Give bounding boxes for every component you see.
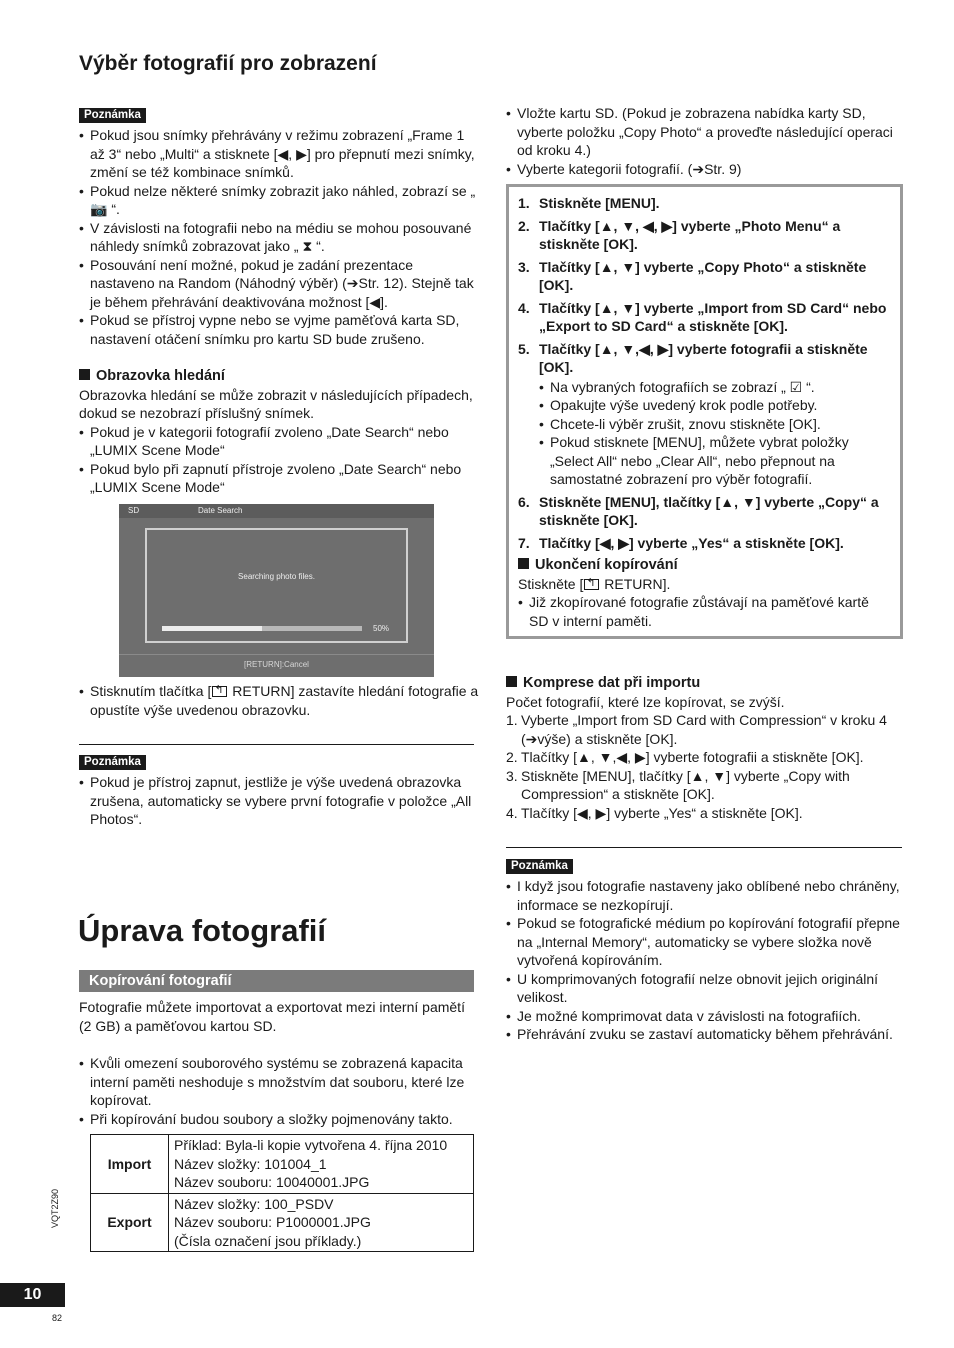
- step-item: 5. Tlačítky [▲, ▼,◀, ▶] vyberte fotografii a stiskněte [OK]. • Na vybraných fotografiích se zobrazí „ ☑ “. • Opakujte výše uvedený krok podle potřeby. • Chcete-li výběr zrušit, znovu stiskněte [OK]. • Pokud stisknete [MENU], můžete vybrat položky „Select All“ nebo „Clear All“, nebo přepnout na samostatné zobrazení pro výběr fotografií.: [518, 340, 891, 489]
- search-heading: Obrazovka hledání: [79, 367, 479, 386]
- progress-bar: [162, 626, 362, 631]
- list-item: • Stisknutím tlačítka [↰ RETURN] zastavíte hledání fotografie a opustíte výše uvedenou obrazovku.: [79, 682, 479, 719]
- step-item: 2. Tlačítky [▲, ▼, ◀, ▶] vyberte „Photo Menu“ a stiskněte [OK].: [518, 217, 841, 252]
- copy-prereq: [506, 104, 898, 178]
- step-item: 6. Stiskněte [MENU], tlačítky [▲, ▼] vyberte „Copy“ a stiskněte [OK].: [518, 493, 879, 528]
- search-screen-section: [79, 367, 479, 497]
- list-item: • Při kopírování budou soubory a složky pojmenovány takto.: [79, 1110, 479, 1129]
- list-item: • Vyberte kategorii fotografií. (➔Str. 9): [506, 160, 898, 179]
- table-key: Export: [91, 1193, 169, 1252]
- section-title-edit-photos: Úprava fotografií: [78, 913, 327, 948]
- progress-fill: [162, 626, 262, 631]
- compression-intro: Počet fotografií, které lze kopírovat, se zvýší.: [506, 693, 785, 710]
- screen-footer: [RETURN]:Cancel: [244, 660, 309, 669]
- list-item: • Kvůli omezení souborového systému se zobrazená kapacita interní paměti neshoduje s množstvím dat souboru, které lze kopírovat.: [79, 1054, 479, 1110]
- note-1-list: [79, 126, 479, 348]
- list-item: • Posouvání není možné, pokud je zadání prezentace nastaveno na Random (Náhodný výběr) (➔Str. 12). Stejně tak je během přehrávání deaktivována možnost [◀].: [79, 256, 479, 312]
- table-value: Název složky: 100_PSDV Název souboru: P1000001.JPG (Čísla označení jsou příklady.): [169, 1193, 474, 1252]
- list-item: • I když jsou fotografie nastaveny jako oblíbené nebo chráněny, informace se nezkopírují.: [506, 877, 902, 914]
- square-bullet-icon: [79, 369, 90, 380]
- progress-percent: 50%: [373, 624, 390, 633]
- note-label: Poznámka: [79, 108, 146, 123]
- search-screen-image: [119, 504, 434, 677]
- note-label: Poznámka: [79, 755, 146, 770]
- list-item: • Přehrávání zvuku se zastaví automaticky během přehrávání.: [506, 1025, 902, 1044]
- step-item: 4. Tlačítky [▲, ▼] vyberte „Import from SD Card“ nebo „Export to SD Card“ a stiskněte [OK].: [518, 299, 887, 334]
- end-copy-line: Stiskněte [↰ RETURN].: [518, 575, 891, 594]
- list-item: • Na vybraných fotografiích se zobrazí „ ☑ “.: [539, 378, 891, 397]
- square-bullet-icon: [506, 676, 517, 687]
- table-key: Import: [91, 1135, 169, 1194]
- step-item: 2. Tlačítky [▲, ▼,◀, ▶] vyberte fotografii a stiskněte [OK].: [506, 749, 864, 765]
- divider: [506, 847, 902, 848]
- note-2-list: [79, 773, 479, 829]
- steps-list: [518, 194, 891, 552]
- copy-intro: Fotografie můžete importovat a exportovat mezi interní pamětí (2 GB) a paměťovou kartou SD.: [79, 999, 465, 1034]
- list-item: • Pokud se fotografické médium po kopírování fotografií přepne na „Internal Memory“, automaticky se vybere složka nově vytvořená kopírováním.: [506, 914, 902, 970]
- list-item: • Chcete-li výběr zrušit, znovu stiskněte [OK].: [539, 415, 891, 434]
- compression-steps: [506, 711, 902, 822]
- table-value: Příklad: Byla-li kopie vytvořena 4. října 2010 Název složky: 101004_1 Název souboru: 10040001.JPG: [169, 1135, 474, 1194]
- screen-divider: [119, 654, 434, 655]
- list-item: • U komprimovaných fotografií nelze obnovit jejich originální velikost.: [506, 970, 902, 1007]
- copy-photos-band: Kopírování fotografií: [79, 970, 474, 992]
- step-item: 1. Stiskněte [MENU].: [518, 195, 660, 211]
- table-row: [91, 1193, 474, 1252]
- note-2: [79, 751, 479, 829]
- search-intro: Obrazovka hledání se může zobrazit v následujících případech, dokud se nezobrazí příslušný snímek.: [79, 386, 473, 421]
- list-item: • Pokud je v kategorii fotografií zvoleno „Date Search“ nebo „LUMIX Scene Mode“: [79, 423, 479, 460]
- page-sub-number: 82: [52, 1313, 63, 1323]
- copy-notes: [79, 1054, 479, 1128]
- search-list: [79, 423, 479, 497]
- stop-search-text: [79, 682, 479, 719]
- screen-source: SD: [128, 506, 140, 515]
- step-item: 1. Vyberte „Import from SD Card with Compression“ v kroku 4 (➔výše) a stiskněte [OK].: [506, 712, 887, 747]
- list-item: • Pokud se přístroj vypne nebo se vyjme paměťová karta SD, nastavení otáčení snímku pro kartu SD bude zrušeno.: [79, 311, 479, 348]
- end-copy-heading: Ukončení kopírování: [518, 556, 891, 575]
- list-item: • Opakujte výše uvedený krok podle potřeby.: [539, 396, 891, 415]
- step-item: 4. Tlačítky [◀, ▶] vyberte „Yes“ a stiskněte [OK].: [506, 804, 803, 821]
- note-label: Poznámka: [506, 859, 573, 874]
- copy-steps-box: [506, 184, 903, 639]
- screen-header: [119, 504, 434, 518]
- divider: [79, 744, 474, 745]
- section-title-select-photos: Výběr fotografií pro zobrazení: [79, 52, 377, 75]
- square-bullet-icon: [518, 558, 529, 569]
- list-item: • Vložte kartu SD. (Pokud je zobrazena nabídka karty SD, vyberte položku „Copy Photo“ a proveďte následující operaci od kroku 4.): [506, 104, 898, 160]
- list-item: • Pokud je přístroj zapnut, jestliže je výše uvedená obrazovka zrušena, automaticky se vybere první fotografie v položce „All Photos“.: [79, 773, 479, 829]
- list-item: • Je možné komprimovat data v závislosti na fotografiích.: [506, 1007, 902, 1026]
- compression-section: [506, 674, 902, 822]
- list-item: • Pokud jsou snímky přehrávány v režimu zobrazení „Frame 1 až 3“ nebo „Multi“ a stisknete [◀, ▶] pro přepnutí mezi snímky, změní se též kombinace snímků.: [79, 126, 479, 182]
- step-5-sublist: [539, 378, 891, 489]
- note-3-list: [506, 877, 902, 1044]
- note-1: [79, 104, 479, 348]
- list-item: • Pokud bylo při zapnutí přístroje zvoleno „Date Search“ nebo „LUMIX Scene Mode“: [79, 460, 479, 497]
- return-icon: [584, 579, 599, 590]
- model-code: VQT2Z90: [50, 1188, 60, 1228]
- list-item: • Pokud stisknete [MENU], můžete vybrat položky „Select All“ nebo „Clear All“, nebo přepnout na samostatné zobrazení pro výběr fotografií.: [539, 433, 891, 489]
- note-3: [506, 855, 902, 1044]
- step-item: 3. Tlačítky [▲, ▼] vyberte „Copy Photo“ a stiskněte [OK].: [518, 258, 867, 293]
- step-item: 3. Stiskněte [MENU], tlačítky [▲, ▼] vyberte „Copy with Compression“ a stiskněte [OK].: [506, 767, 850, 802]
- naming-table: [90, 1134, 474, 1252]
- screen-title: Date Search: [198, 506, 243, 515]
- table-row: [91, 1135, 474, 1194]
- step-item: 7. Tlačítky [◀, ▶] vyberte „Yes“ a stiskněte [OK].: [518, 534, 844, 551]
- return-icon: [212, 686, 227, 697]
- compression-heading: Komprese dat při importu: [506, 674, 902, 693]
- list-item: • Již zkopírované fotografie zůstávají na paměťové kartě SD v interní paměti.: [518, 593, 891, 630]
- screen-dialog: [145, 528, 408, 643]
- screen-message: Searching photo files.: [238, 572, 315, 581]
- page-number: 10: [0, 1283, 65, 1307]
- list-item: • V závislosti na fotografii nebo na médiu se mohou posouvané náhledy snímků zobrazovat jako „ ⧗ “.: [79, 219, 479, 256]
- list-item: • Pokud nelze některé snímky zobrazit jako náhled, zobrazí se „ 📷 “.: [79, 182, 479, 219]
